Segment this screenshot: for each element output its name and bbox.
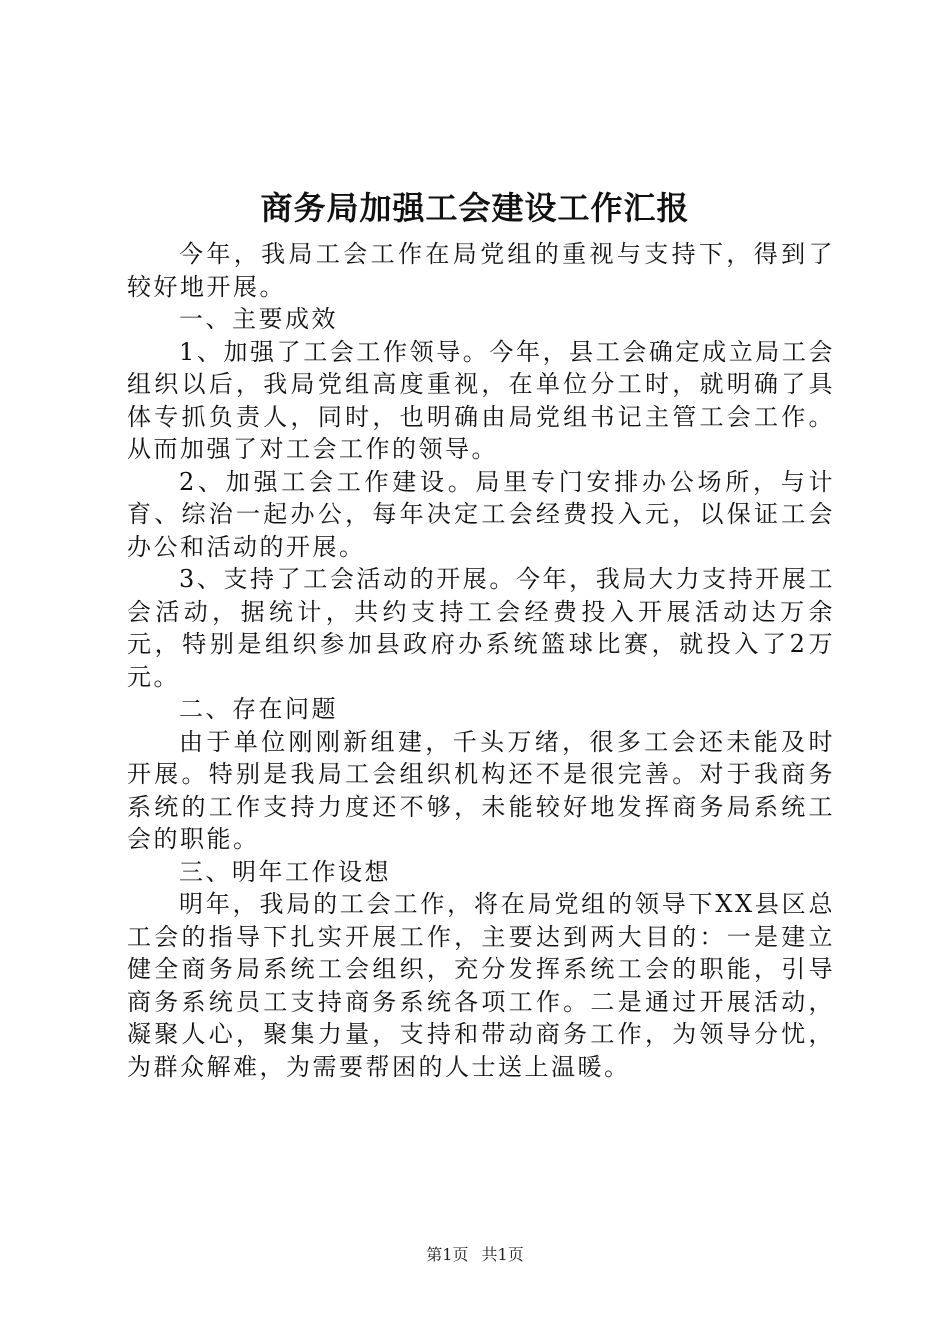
- document-title: 商务局加强工会建设工作汇报: [260, 189, 690, 227]
- page-footer: [0, 1245, 950, 1265]
- section-heading-achievements: 一、主要成效: [179, 305, 338, 333]
- section-heading-problems: 二、存在问题: [179, 695, 338, 723]
- paragraph-leadership: 1、加强了工会工作领导。今年，县工会确定成立局工会组织以后，我局党组高度重视，在单位分工时，就明确了具体专抓负责人，同时，也明确由局党组书记主管工会工作。从而加强了对工会工作的领导。: [127, 337, 835, 463]
- paragraph-plans: 明年，我局的工会工作，将在局党组的领导下XX县区总工会的指导下扎实开展工作，主要达到两大目的：一是建立健全商务局系统工会组织，充分发挥系统工会的职能，引导商务系统员工支持商务系统各项工作。二是通过开展活动，凝聚人心，聚集力量，支持和带动商务工作，为领导分忧，为群众解难，为需要帮困的人士送上温暖。: [127, 890, 835, 1081]
- page-number: 第1页: [426, 1245, 469, 1264]
- paragraph-activities: 3、支持了工会活动的开展。今年，我局大力支持开展工会活动，据统计，共约支持工会经费投入开展活动达万余元，特别是组织参加县政府办系统篮球比赛，就投入了2万元。: [127, 565, 835, 691]
- page-total: 共1页: [481, 1245, 524, 1264]
- document-body: [127, 238, 835, 1083]
- section-heading-plans: 三、明年工作设想: [179, 857, 391, 886]
- intro-paragraph: 今年，我局工会工作在局党组的重视与支持下，得到了较好地开展。: [127, 240, 835, 301]
- paragraph-problems: 由于单位刚刚新组建，千头万绪，很多工会还未能及时开展。特别是我局工会组织机构还不是很完善。对于我商务系统的工作支持力度还不够，未能较好地发挥商务局系统工会的职能。: [127, 727, 835, 853]
- paragraph-construction: 2、加强工会工作建设。局里专门安排办公场所，与计育、综治一起办公，每年决定工会经费投入元，以保证工会办公和活动的开展。: [127, 467, 835, 561]
